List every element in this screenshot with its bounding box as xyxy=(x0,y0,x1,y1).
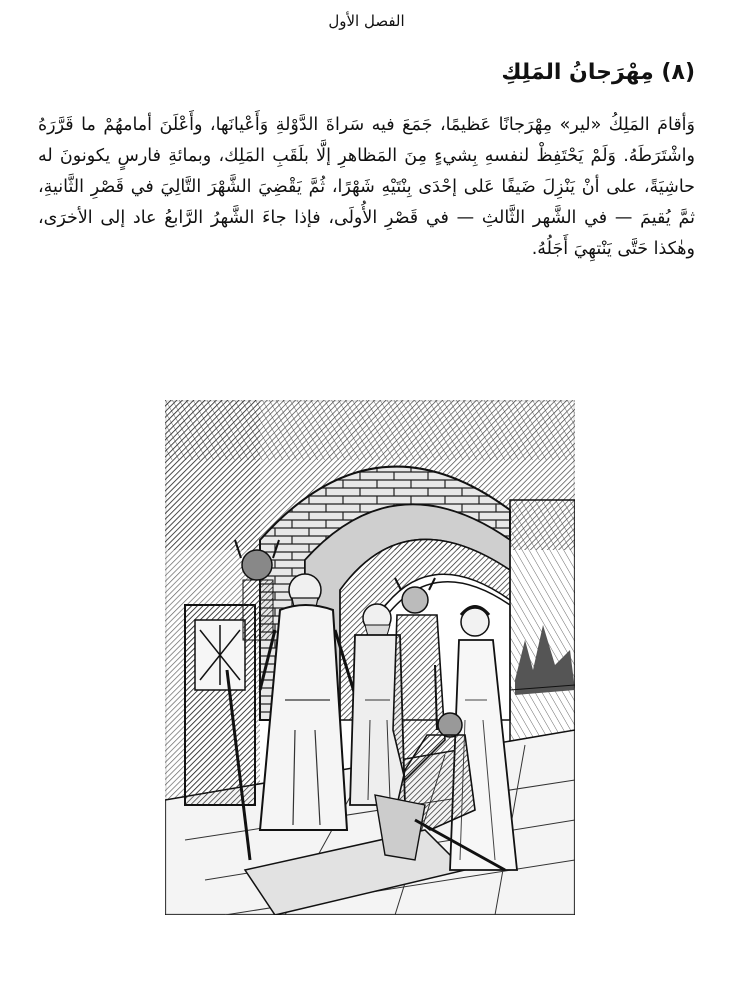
section-title: (٨) مِهْرَجانُ المَلِكِ xyxy=(501,60,695,85)
illustration-king-lear-court xyxy=(165,400,575,915)
body-paragraph: وَأقامَ المَلِكُ «لير» مِهْرَجانًا عَظيمًا، جَمَعَ فيه سَراةَ الدَّوْلةِ وَأَعْيانَها، وأَعْلَنَ أمامهُمْ ما قَرَّرَهُ واشْتَرَطَهُ. وَلَمْ يَحْتَفِظْ لنفسهِ بِشيءٍ مِنَ المَظاهرِ إلَّا بلَقَبِ المَلِك، وبمائةِ فارسٍ يكونونَ له حاشِيَةً، على أنْ يَنْزِلَ ضَيفًا عَلى إحْدَى بِنْتَيْهِ شَهْرًا، ثُمَّ يَقْضِيَ الشَّهْرَ التَّالِيَ في قَصْرِ الثَّانيةِ، ثمَّ يُقيمَ — في الشَّهر الثَّالثِ — في قَصْرِ الأُولَى، فإذا جاءَ الشَّهرُ الرَّابعُ عاد إلى الأخرَى، وهٰكذا حَتَّى يَنْتهِيَ أَجَلُهُ. xyxy=(38,115,695,259)
engraving-drawing xyxy=(165,400,575,915)
running-head: الفصل الأول xyxy=(328,12,405,30)
